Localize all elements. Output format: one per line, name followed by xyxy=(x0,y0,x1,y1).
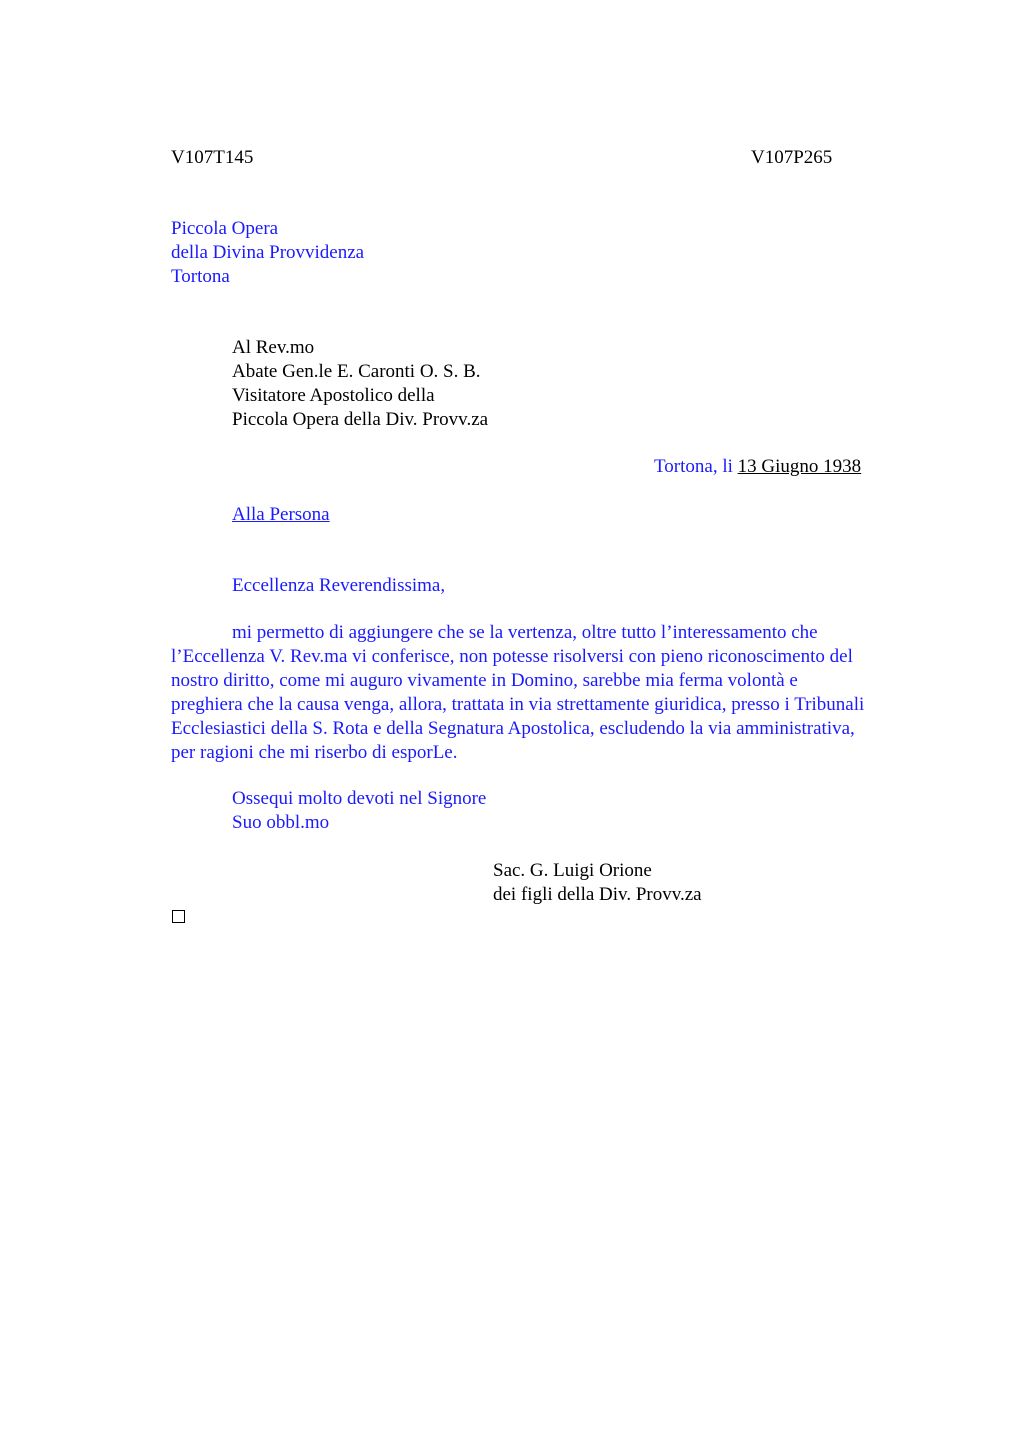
recipient-address xyxy=(232,336,488,432)
signature-line-1: Sac. G. Luigi Orione xyxy=(493,860,652,881)
recipient-line-4: Piccola Opera della Div. Provv.za xyxy=(232,409,489,430)
date-place: Tortona, li xyxy=(654,456,738,477)
date-value: 13 Giugno 1938 xyxy=(737,456,862,477)
closing xyxy=(232,787,486,835)
document-reference-right: V107P265 xyxy=(751,147,833,168)
letterhead-line-2: della Divina Provvidenza xyxy=(171,242,365,263)
body-line: per ragioni che mi riserbo di esporLe. xyxy=(171,742,458,763)
salutation: Eccellenza Reverendissima, xyxy=(232,575,446,596)
signature-line-2: dei figli della Div. Provv.za xyxy=(493,884,702,905)
closing-line-2: Suo obbl.mo xyxy=(232,812,330,833)
recipient-line-3: Visitatore Apostolico della xyxy=(232,385,435,406)
closing-line-1: Ossequi molto devoti nel Signore xyxy=(232,788,487,809)
checkbox-glyph-icon xyxy=(172,910,185,923)
recipient-line-1: Al Rev.mo xyxy=(232,337,315,358)
signature xyxy=(493,859,702,907)
recipient-line-2: Abate Gen.le E. Caronti O. S. B. xyxy=(232,361,481,382)
letterhead-line-3: Tortona xyxy=(171,266,230,287)
body-line: nostro diritto, come mi auguro vivamente in Domino, sarebbe mia ferma volontà e xyxy=(171,670,798,691)
letterhead-line-1: Piccola Opera xyxy=(171,218,279,239)
body-line: mi permetto di aggiungere che se la vertenza, oltre tutto l’interessamento che xyxy=(232,622,818,643)
body-line: Ecclesiastici della S. Rota e della Segnatura Apostolica, escludendo la via amministrativa, xyxy=(171,718,855,739)
document-reference-left: V107T145 xyxy=(171,147,254,168)
letterhead xyxy=(171,217,364,289)
date-line xyxy=(654,455,861,479)
body-line: l’Eccellenza V. Rev.ma vi conferisce, non potesse risolversi con pieno riconoscimento del xyxy=(171,646,853,667)
body-paragraph xyxy=(171,621,927,765)
personal-notation: Alla Persona xyxy=(232,504,330,525)
body-line: preghiera che la causa venga, allora, trattata in via strettamente giuridica, presso i Tribunali xyxy=(171,694,865,715)
